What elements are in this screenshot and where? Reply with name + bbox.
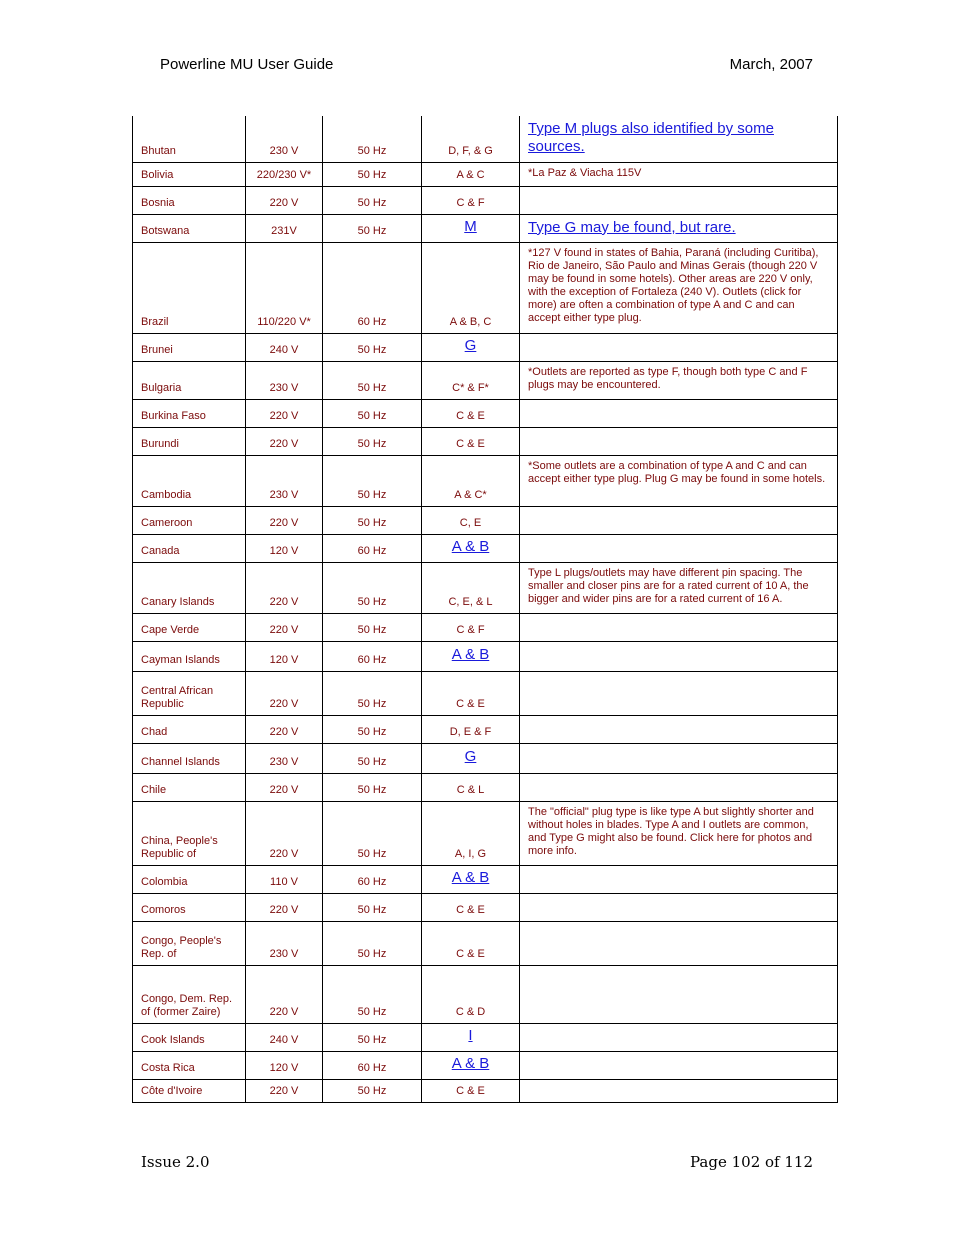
plug-type-text: C, E, & L — [448, 595, 493, 608]
frequency-cell — [323, 455, 422, 506]
frequency-text: 50 Hz — [357, 516, 387, 529]
country-text: Canary Islands — [141, 595, 215, 608]
voltage-text: 220 V — [269, 516, 299, 529]
frequency-cell — [323, 613, 422, 641]
note-cell — [520, 715, 838, 743]
note-cell — [520, 671, 838, 715]
frequency-text: 50 Hz — [357, 697, 387, 710]
plug-type-cell — [422, 116, 520, 162]
frequency-text: 50 Hz — [357, 755, 387, 768]
voltage-cell — [246, 641, 323, 671]
country-cell — [133, 1051, 246, 1079]
country-text: Brunei — [141, 343, 173, 356]
note-cell — [520, 361, 838, 399]
plug-type-text[interactable]: I — [468, 1026, 473, 1044]
country-text: Cameroon — [141, 516, 193, 529]
table-row — [133, 162, 838, 186]
plug-type-cell — [422, 921, 520, 965]
voltage-cell — [246, 427, 323, 455]
frequency-cell — [323, 893, 422, 921]
country-text: Bolivia — [141, 168, 174, 181]
voltage-cell — [246, 613, 323, 641]
plug-type-text: C & F — [456, 196, 485, 209]
voltage-text: 220 V — [269, 783, 299, 796]
country-cell — [133, 455, 246, 506]
table-row — [133, 1051, 838, 1079]
document-title: Powerline MU User Guide — [160, 56, 334, 73]
voltage-cell — [246, 743, 323, 773]
frequency-cell — [323, 562, 422, 613]
frequency-cell — [323, 773, 422, 801]
plug-type-text: D, E & F — [449, 725, 492, 738]
note-cell — [520, 893, 838, 921]
frequency-cell — [323, 865, 422, 893]
country-text: Cook Islands — [141, 1033, 205, 1046]
plug-type-text: C & E — [456, 437, 485, 450]
plug-type-cell — [422, 671, 520, 715]
issue-label: Issue 2.0 — [141, 1153, 210, 1171]
country-cell — [133, 506, 246, 534]
country-cell — [133, 641, 246, 671]
note-cell — [520, 1051, 838, 1079]
voltage-text: 220/230 V* — [256, 168, 312, 181]
country-cell — [133, 242, 246, 333]
voltage-text: 110 V — [270, 875, 298, 888]
voltage-text: 240 V — [269, 343, 299, 356]
frequency-cell — [323, 534, 422, 562]
voltage-cell — [246, 965, 323, 1023]
plug-type-cell — [422, 1079, 520, 1102]
country-cell — [133, 361, 246, 399]
note-cell — [520, 186, 838, 214]
voltage-cell — [246, 162, 323, 186]
country-cell — [133, 562, 246, 613]
table-row — [133, 1079, 838, 1102]
country-text: Cape Verde — [141, 623, 200, 636]
voltage-cell — [246, 893, 323, 921]
plug-type-cell[interactable] — [422, 333, 520, 361]
voltage-text: 220 V — [269, 623, 299, 636]
frequency-text: 50 Hz — [357, 903, 387, 916]
note-text: *La Paz & Viacha 115V — [528, 166, 642, 179]
plug-type-text[interactable]: A & B — [451, 1054, 490, 1072]
country-cell — [133, 162, 246, 186]
voltage-text: 220 V — [269, 409, 299, 422]
table-row — [133, 506, 838, 534]
table-row — [133, 399, 838, 427]
note-text: *Some outlets are a combination of type A and C and can accept either type plug. Plug G may be found in some hotels. — [528, 459, 826, 485]
voltage-cell — [246, 116, 323, 162]
voltage-cell — [246, 671, 323, 715]
note-cell — [520, 865, 838, 893]
plug-type-cell — [422, 162, 520, 186]
frequency-text: 50 Hz — [357, 196, 387, 209]
frequency-cell — [323, 361, 422, 399]
note-text[interactable]: Type G may be found, but rare. — [528, 218, 736, 236]
country-cell — [133, 1023, 246, 1051]
frequency-text: 60 Hz — [357, 653, 387, 666]
voltage-text: 120 V — [269, 544, 299, 557]
country-cell — [133, 613, 246, 641]
country-text: Brazil — [141, 315, 169, 328]
frequency-cell — [323, 506, 422, 534]
power-table — [132, 116, 838, 1103]
table-row — [133, 1023, 838, 1051]
plug-type-cell — [422, 562, 520, 613]
frequency-text: 50 Hz — [357, 437, 387, 450]
note-text: Type L plugs/outlets may have different pin spacing. The smaller and closer pins are for a rated current of 10 A, the bigger and wider pins are for a rated current of 16 A. — [528, 566, 809, 605]
voltage-text: 220 V — [269, 1084, 299, 1097]
frequency-cell — [323, 427, 422, 455]
frequency-cell — [323, 1079, 422, 1102]
note-cell[interactable] — [520, 116, 838, 162]
frequency-cell — [323, 641, 422, 671]
voltage-text: 120 V — [269, 653, 299, 666]
plug-type-text: C* & F* — [452, 381, 489, 394]
note-cell — [520, 801, 838, 865]
country-cell — [133, 186, 246, 214]
country-cell — [133, 893, 246, 921]
plug-type-text: C & F — [456, 623, 485, 636]
country-text: Bosnia — [141, 196, 175, 209]
note-cell — [520, 162, 838, 186]
voltage-text: 240 V — [269, 1033, 299, 1046]
plug-type-cell[interactable] — [422, 534, 520, 562]
country-text: Burkina Faso — [141, 409, 206, 422]
frequency-cell — [323, 921, 422, 965]
country-cell — [133, 715, 246, 743]
country-text: Channel Islands — [141, 755, 220, 768]
voltage-cell — [246, 562, 323, 613]
country-cell — [133, 865, 246, 893]
plug-type-text: C & D — [455, 1005, 486, 1018]
plug-type-text: A & B, C — [449, 315, 492, 328]
plug-type-cell — [422, 506, 520, 534]
plug-type-cell — [422, 186, 520, 214]
country-cell — [133, 399, 246, 427]
plug-type-cell — [422, 399, 520, 427]
voltage-text: 231V — [271, 224, 297, 237]
frequency-cell — [323, 715, 422, 743]
plug-type-cell — [422, 965, 520, 1023]
plug-type-cell — [422, 455, 520, 506]
frequency-text: 50 Hz — [357, 343, 387, 356]
voltage-text: 220 V — [269, 196, 299, 209]
country-text: Costa Rica — [141, 1061, 195, 1074]
plug-type-text: C & E — [456, 903, 485, 916]
plug-type-cell — [422, 801, 520, 865]
plug-type-text: A & C — [456, 168, 485, 181]
note-cell — [520, 773, 838, 801]
frequency-text: 50 Hz — [357, 623, 387, 636]
voltage-text: 120 V — [269, 1061, 299, 1074]
frequency-text: 60 Hz — [357, 315, 387, 328]
voltage-text: 230 V — [269, 947, 299, 960]
country-text: Cambodia — [141, 488, 192, 501]
plug-type-text[interactable]: A & B — [451, 645, 490, 663]
country-cell — [133, 116, 246, 162]
table-row — [133, 671, 838, 715]
voltage-cell — [246, 506, 323, 534]
voltage-text: 230 V — [269, 381, 299, 394]
country-text: Congo, People's Rep. of — [141, 934, 222, 960]
country-cell — [133, 1079, 246, 1102]
note-cell — [520, 399, 838, 427]
plug-type-cell[interactable] — [422, 1023, 520, 1051]
voltage-text: 230 V — [269, 488, 299, 501]
note-cell — [520, 427, 838, 455]
country-text: Burundi — [141, 437, 179, 450]
country-cell — [133, 965, 246, 1023]
plug-type-cell — [422, 773, 520, 801]
country-cell — [133, 333, 246, 361]
plug-type-cell[interactable] — [422, 214, 520, 242]
note-cell — [520, 506, 838, 534]
frequency-text: 50 Hz — [357, 1005, 387, 1018]
voltage-text: 220 V — [269, 697, 299, 710]
plug-type-cell — [422, 715, 520, 743]
country-cell — [133, 743, 246, 773]
voltage-text: 110/220 V* — [257, 315, 311, 328]
table-row — [133, 773, 838, 801]
plug-type-cell — [422, 893, 520, 921]
voltage-cell — [246, 333, 323, 361]
frequency-cell — [323, 333, 422, 361]
page-number: Page 102 of 112 — [690, 1153, 813, 1171]
frequency-cell — [323, 186, 422, 214]
note-cell[interactable] — [520, 214, 838, 242]
note-cell — [520, 641, 838, 671]
plug-type-text[interactable]: G — [464, 747, 477, 765]
note-text: *Outlets are reported as type F, though both type C and F plugs may be encountered. — [528, 365, 808, 391]
country-text: Cayman Islands — [141, 653, 220, 666]
voltage-text: 220 V — [269, 1005, 299, 1018]
frequency-text: 50 Hz — [357, 725, 387, 738]
country-cell — [133, 534, 246, 562]
frequency-text: 50 Hz — [357, 1084, 387, 1097]
country-cell — [133, 921, 246, 965]
note-text: The "official" plug type is like type A but slightly shorter and without holes in blades. Type A and I outlets are common, and Type G might also be found. Click here for photos and more info. — [528, 805, 814, 857]
frequency-text: 50 Hz — [357, 783, 387, 796]
note-cell — [520, 965, 838, 1023]
country-text: Congo, Dem. Rep. of (former Zaire) — [141, 992, 233, 1018]
plug-type-text: C & E — [456, 1084, 485, 1097]
frequency-cell — [323, 743, 422, 773]
note-cell — [520, 534, 838, 562]
table-row — [133, 427, 838, 455]
frequency-text: 50 Hz — [357, 144, 387, 157]
country-text: China, People's Republic of — [141, 834, 218, 860]
frequency-cell — [323, 242, 422, 333]
table-row — [133, 893, 838, 921]
plug-type-cell[interactable] — [422, 1051, 520, 1079]
plug-type-cell[interactable] — [422, 743, 520, 773]
plug-type-text: A, I, G — [454, 847, 487, 860]
voltage-text: 220 V — [269, 595, 299, 608]
voltage-text: 230 V — [269, 755, 299, 768]
frequency-text: 60 Hz — [357, 875, 387, 888]
frequency-text: 50 Hz — [357, 224, 387, 237]
country-text: Côte d'Ivoire — [141, 1084, 203, 1097]
voltage-cell — [246, 455, 323, 506]
note-cell — [520, 1079, 838, 1102]
note-cell — [520, 242, 838, 333]
plug-type-text: C, E — [459, 516, 482, 529]
voltage-text: 220 V — [269, 903, 299, 916]
voltage-cell — [246, 921, 323, 965]
country-text: Chile — [141, 783, 167, 796]
frequency-text: 50 Hz — [357, 595, 387, 608]
table-row — [133, 613, 838, 641]
plug-type-cell — [422, 427, 520, 455]
country-text: Bhutan — [141, 144, 176, 157]
table-row — [133, 333, 838, 361]
voltage-cell — [246, 865, 323, 893]
table-row — [133, 186, 838, 214]
plug-type-cell — [422, 361, 520, 399]
voltage-text: 230 V — [269, 144, 299, 157]
note-cell — [520, 562, 838, 613]
plug-type-text: C & L — [456, 783, 485, 796]
table-row — [133, 455, 838, 506]
table-row — [133, 865, 838, 893]
frequency-text: 50 Hz — [357, 947, 387, 960]
table-row — [133, 116, 838, 162]
table-row — [133, 715, 838, 743]
country-cell — [133, 773, 246, 801]
country-cell — [133, 427, 246, 455]
country-text: Chad — [141, 725, 168, 738]
plug-type-cell[interactable] — [422, 641, 520, 671]
frequency-text: 50 Hz — [357, 381, 387, 394]
table-row — [133, 801, 838, 865]
voltage-cell — [246, 1079, 323, 1102]
note-cell — [520, 921, 838, 965]
voltage-cell — [246, 715, 323, 743]
frequency-cell — [323, 801, 422, 865]
frequency-cell — [323, 1051, 422, 1079]
plug-type-text: C & E — [456, 947, 485, 960]
voltage-cell — [246, 186, 323, 214]
voltage-text: 220 V — [269, 725, 299, 738]
plug-type-cell[interactable] — [422, 865, 520, 893]
country-text: Canada — [141, 544, 180, 557]
voltage-cell — [246, 1051, 323, 1079]
plug-type-text[interactable]: A & B — [451, 537, 490, 555]
voltage-cell — [246, 399, 323, 427]
country-cell — [133, 801, 246, 865]
table-row — [133, 242, 838, 333]
voltage-cell — [246, 242, 323, 333]
frequency-cell — [323, 214, 422, 242]
note-text: *127 V found in states of Bahia, Paraná (including Curitiba), Rio de Janeiro, São Paulo and Minas Gerais (though 220 V may be found in some hotels). Other areas are 220 V only, with the exception of Fortaleza (240 V). Outlets (click for more) are often a combination of type A and C and can accept either type plug. — [528, 246, 819, 324]
country-text: Comoros — [141, 903, 186, 916]
table-row — [133, 743, 838, 773]
plug-type-text[interactable]: G — [464, 336, 477, 354]
voltage-cell — [246, 801, 323, 865]
country-text: Botswana — [141, 224, 190, 237]
frequency-text: 60 Hz — [357, 544, 387, 557]
country-text: Bulgaria — [141, 381, 182, 394]
frequency-cell — [323, 162, 422, 186]
voltage-text: 220 V — [269, 437, 299, 450]
country-cell — [133, 671, 246, 715]
table-row — [133, 965, 838, 1023]
note-cell — [520, 455, 838, 506]
plug-type-cell — [422, 242, 520, 333]
frequency-cell — [323, 965, 422, 1023]
table-row — [133, 534, 838, 562]
frequency-text: 50 Hz — [357, 847, 387, 860]
table-row — [133, 641, 838, 671]
note-cell — [520, 743, 838, 773]
note-cell — [520, 1023, 838, 1051]
note-cell — [520, 333, 838, 361]
plug-type-text: C & E — [456, 697, 485, 710]
frequency-text: 50 Hz — [357, 409, 387, 422]
voltage-cell — [246, 1023, 323, 1051]
plug-type-text: D, F, & G — [448, 144, 493, 157]
frequency-cell — [323, 671, 422, 715]
table-row — [133, 214, 838, 242]
frequency-text: 50 Hz — [357, 1033, 387, 1046]
plug-type-text: A & C* — [454, 488, 487, 501]
frequency-cell — [323, 1023, 422, 1051]
plug-type-text: C & E — [456, 409, 485, 422]
voltage-text: 220 V — [269, 847, 299, 860]
country-text: Colombia — [141, 875, 188, 888]
plug-type-text[interactable]: A & B — [451, 868, 490, 886]
table-row — [133, 921, 838, 965]
voltage-cell — [246, 361, 323, 399]
table-row — [133, 562, 838, 613]
frequency-text: 50 Hz — [357, 488, 387, 501]
document-date: March, 2007 — [729, 56, 813, 73]
frequency-cell — [323, 116, 422, 162]
frequency-text: 50 Hz — [357, 168, 387, 181]
voltage-cell — [246, 773, 323, 801]
country-text: Central African Republic — [141, 684, 214, 710]
note-text[interactable]: Type M plugs also identified by some sources. — [528, 120, 774, 155]
table-row — [133, 361, 838, 399]
country-cell — [133, 214, 246, 242]
plug-type-text[interactable]: M — [464, 217, 477, 235]
voltage-cell — [246, 534, 323, 562]
plug-type-cell — [422, 613, 520, 641]
frequency-text: 60 Hz — [357, 1061, 387, 1074]
frequency-cell — [323, 399, 422, 427]
voltage-cell — [246, 214, 323, 242]
note-cell — [520, 613, 838, 641]
